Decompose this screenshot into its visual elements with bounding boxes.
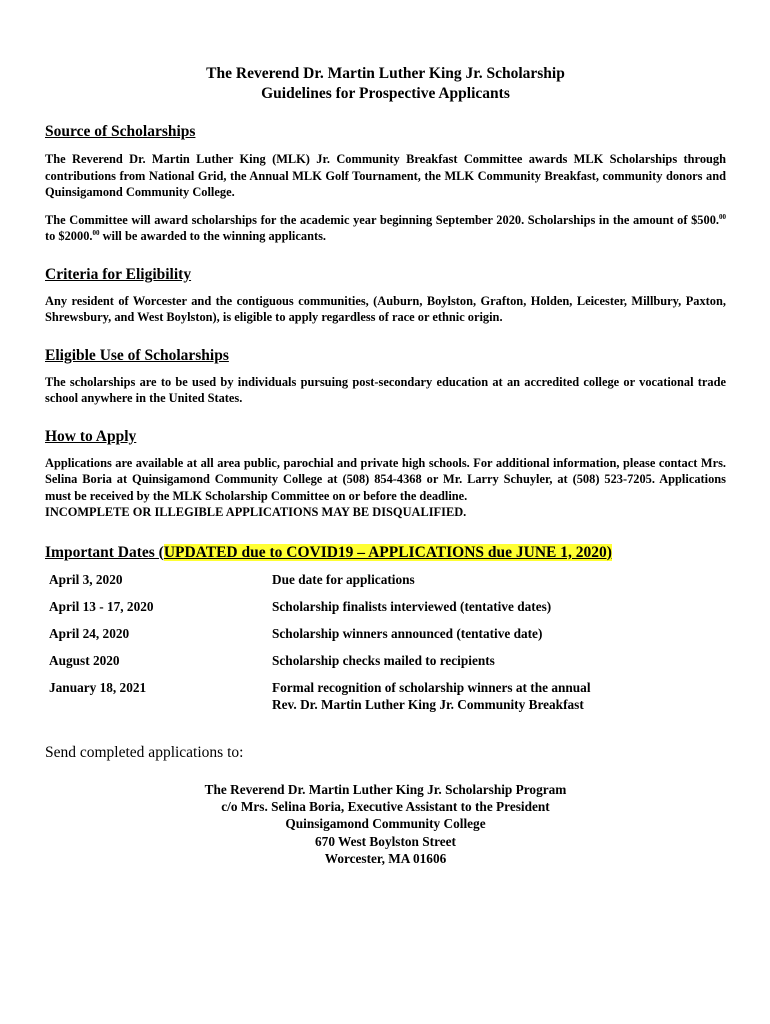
date-row — [45, 598, 726, 615]
event-cell: Scholarship checks mailed to recipients — [272, 652, 495, 668]
heading-apply: How to Apply — [45, 427, 137, 445]
date-row — [45, 625, 726, 642]
address-line: Worcester, MA 01606 — [324, 851, 447, 867]
mailing-address — [45, 781, 726, 868]
heading-dates: Important Dates (UPDATED due to COVID19 – APPLICATIONS due JUNE 1, 2020) — [45, 543, 612, 561]
apply-paragraph: Applications are available at all area public, parochial and private high schools. For additional information, please contact Mrs. Selina Boria at Quinsigamond Community College at (508) 854-4368 or Mr. Larry Schuyler, at (508) 523-7205. Applications must be received by the MLK Scholarship Committee on or before the deadline. INCOMPLETE OR ILLEGIBLE APPLICATIONS MAY BE DISQUALIFIED. — [45, 455, 726, 519]
event-cell: Due date for applications — [272, 571, 415, 587]
address-line: c/o Mrs. Selina Boria, Executive Assistant to the President — [221, 798, 550, 814]
event-cell: Formal recognition of scholarship winners at the annual Rev. Dr. Martin Luther King Jr. Community Breakfast — [272, 679, 591, 712]
covid-update-highlight: UPDATED due to COVID19 – APPLICATIONS due JUNE 1, 2020) — [163, 543, 612, 561]
criteria-paragraph: Any resident of Worcester and the contiguous communities, (Auburn, Boylston, Grafton, Holden, Leicester, Millbury, Paxton, Shrewsbury, and West Boylston), is eligible to apply regardless of race or ethnic origin. — [45, 293, 726, 324]
heading-use: Eligible Use of Scholarships — [45, 346, 229, 364]
document-title — [45, 64, 726, 104]
date-cell: April 24, 2020 — [49, 625, 130, 641]
date-cell: April 3, 2020 — [49, 571, 123, 587]
date-cell: August 2020 — [49, 652, 120, 668]
send-label: Send completed applications to: — [45, 743, 244, 761]
address-line: The Reverend Dr. Martin Luther King Jr. Scholarship Program — [204, 781, 567, 797]
use-paragraph: The scholarships are to be used by individuals pursuing post-secondary education at an accredited college or vocational trade school anywhere in the United States. — [45, 374, 726, 405]
title-line-1: The Reverend Dr. Martin Luther King Jr. Scholarship — [206, 65, 565, 82]
source-paragraph-1: The Reverend Dr. Martin Luther King (MLK) Jr. Community Breakfast Committee awards MLK Scholarships through contributions from National Grid, the Annual MLK Golf Tournament, the MLK Community Breakfast, community donors and Quinsigamond Community College. — [45, 152, 726, 199]
source-paragraph-2: The Committee will award scholarships for the academic year beginning September 2020. Scholarships in the amount of $500.00 to $2000.00 will be awarded to the winning applicants. — [45, 212, 726, 243]
date-cell: January 18, 2021 — [49, 679, 147, 695]
title-line-2: Guidelines for Prospective Applicants — [261, 85, 510, 102]
address-line: 670 West Boylston Street — [315, 833, 456, 849]
date-row — [45, 571, 726, 588]
address-line: Quinsigamond Community College — [285, 816, 486, 832]
heading-source: Source of Scholarships — [45, 123, 196, 140]
dates-table — [45, 571, 726, 713]
date-row — [45, 679, 726, 713]
event-cell: Scholarship finalists interviewed (tentative dates) — [272, 598, 552, 614]
date-cell: April 13 - 17, 2020 — [49, 598, 154, 614]
event-cell: Scholarship winners announced (tentative date) — [272, 625, 543, 641]
date-row — [45, 652, 726, 669]
heading-criteria: Criteria for Eligibility — [45, 265, 192, 283]
